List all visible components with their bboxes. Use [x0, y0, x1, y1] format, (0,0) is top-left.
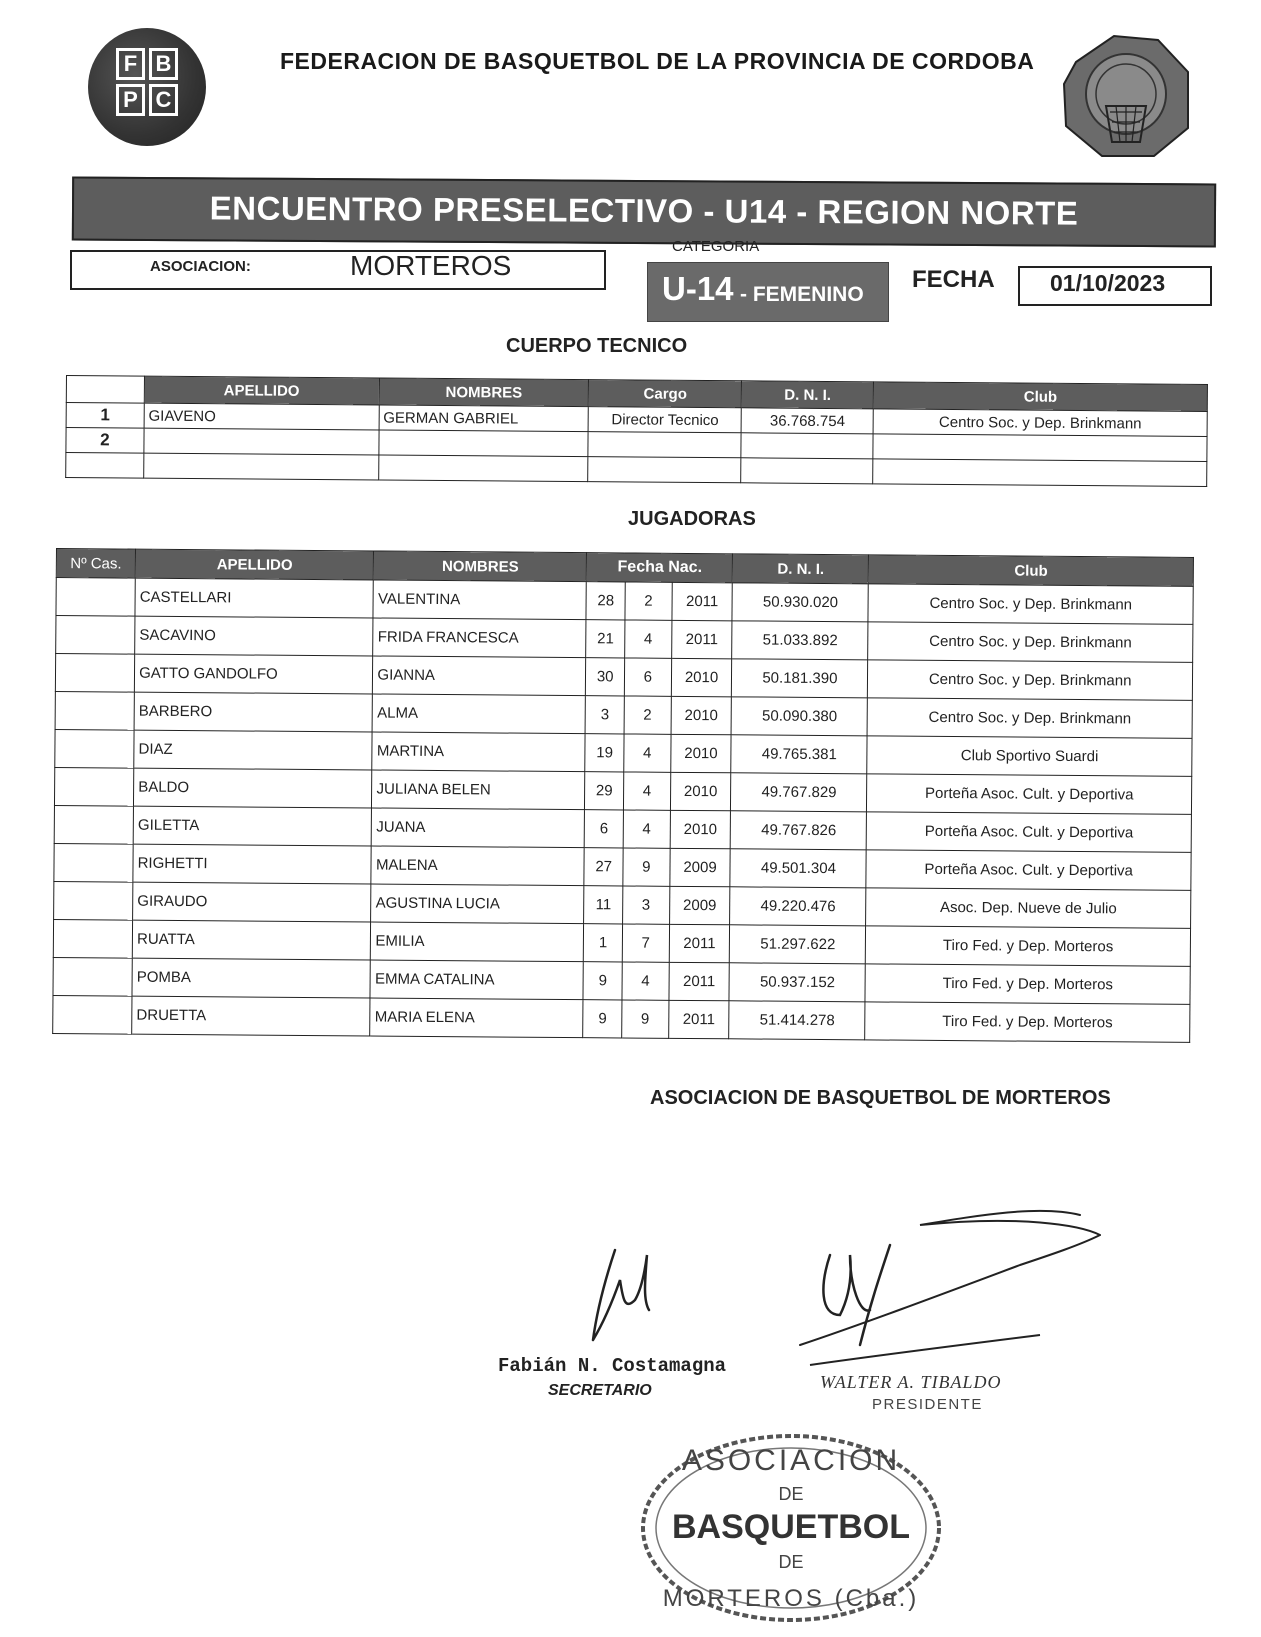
club-cell: Tiro Fed. y Dep. Morteros — [865, 1002, 1190, 1043]
nombres-cell: MARIA ELENA — [370, 998, 583, 1038]
nro-cas-cell — [53, 919, 132, 958]
secretary-role: SECRETARIO — [548, 1382, 652, 1399]
apellido-cell: CASTELLARI — [135, 578, 374, 618]
column-header: NOMBRES — [374, 551, 587, 582]
nro-cas-cell — [53, 995, 132, 1034]
dni-cell — [741, 433, 873, 459]
nro-cas-cell — [56, 616, 135, 655]
club-cell: Tiro Fed. y Dep. Morteros — [866, 926, 1191, 967]
column-header: D. N. I. — [733, 554, 869, 584]
logo-letter: C — [149, 84, 178, 116]
nro-cas-cell — [55, 729, 134, 768]
nombres-cell — [378, 455, 588, 482]
event-title: ENCUENTRO PRESELECTIVO - U14 - REGION NORTE — [209, 189, 1079, 232]
stamp-line: ASOCIACION — [681, 1444, 901, 1477]
nro-cas-cell — [54, 843, 133, 882]
dni-cell: 51.297.622 — [730, 925, 866, 964]
apellido-cell: GIAVENO — [144, 403, 379, 430]
birth-year-cell: 2011 — [669, 924, 730, 962]
table-row — [53, 995, 1190, 1042]
club-cell: Centro Soc. y Dep. Brinkmann — [868, 660, 1193, 701]
birth-year-cell: 2011 — [672, 582, 733, 620]
apellido-cell: RIGHETTI — [133, 844, 372, 884]
row-number: 2 — [66, 428, 144, 454]
apellido-cell: DRUETTA — [132, 996, 371, 1036]
nombres-cell: JULIANA BELEN — [372, 770, 585, 810]
column-header: APELLIDO — [144, 376, 379, 405]
association-footer: ASOCIACION DE BASQUETBOL DE MORTEROS — [650, 1087, 1111, 1109]
birth-year-cell: 2010 — [671, 696, 732, 734]
apellido-cell: GIRAUDO — [133, 882, 372, 922]
birth-day-cell: 19 — [585, 734, 624, 772]
birth-day-cell: 27 — [584, 848, 623, 886]
birth-day-cell: 30 — [586, 658, 625, 696]
birth-day-cell: 9 — [583, 1000, 622, 1038]
event-title-banner — [72, 177, 1216, 248]
column-header: Club — [869, 555, 1194, 587]
cargo-cell: Director Tecnico — [588, 407, 741, 433]
club-cell: Porteña Asoc. Cult. y Deportiva — [867, 774, 1192, 815]
column-header: D. N. I. — [742, 381, 874, 409]
dni-cell: 50.090.380 — [732, 697, 868, 736]
birth-month-cell: 3 — [623, 886, 670, 924]
jugadoras-table — [52, 548, 1194, 1043]
dni-cell: 36.768.754 — [741, 408, 873, 434]
apellido-cell: SACAVINO — [135, 616, 374, 656]
dni-cell: 51.033.892 — [732, 621, 868, 660]
nro-cas-cell — [54, 805, 133, 844]
cuerpo-tecnico-table — [65, 375, 1208, 487]
dni-cell — [741, 458, 873, 484]
club-cell: Centro Soc. y Dep. Brinkmann — [867, 698, 1192, 739]
birth-day-cell: 1 — [584, 924, 623, 962]
nombres-cell: MALENA — [371, 846, 584, 886]
nombres-cell — [378, 430, 588, 457]
categoria-level: U-14 — [662, 270, 734, 307]
nombres-cell: EMMA CATALINA — [370, 960, 583, 1000]
birth-day-cell: 3 — [585, 696, 624, 734]
birth-year-cell: 2010 — [670, 810, 731, 848]
nombres-cell: GIANNA — [373, 656, 586, 696]
row-number — [66, 453, 144, 479]
club-cell — [873, 434, 1207, 462]
nombres-cell: AGUSTINA LUCIA — [371, 884, 584, 924]
cargo-cell — [588, 432, 741, 458]
nro-cas-cell — [54, 881, 133, 920]
dni-cell: 50.181.390 — [732, 659, 868, 698]
asociacion-label: ASOCIACION: — [150, 258, 251, 275]
club-cell: Centro Soc. y Dep. Brinkmann — [868, 622, 1193, 663]
birth-year-cell: 2011 — [669, 962, 730, 1000]
column-header: Club — [873, 382, 1207, 412]
apellido-cell: BALDO — [134, 768, 373, 808]
stamp-line: DE — [778, 1484, 804, 1504]
row-number: 1 — [66, 403, 144, 429]
apellido-cell: GATTO GANDOLFO — [134, 654, 373, 694]
fecha-label: FECHA — [912, 266, 995, 293]
birth-month-cell: 2 — [625, 582, 672, 620]
dni-cell: 49.767.829 — [731, 773, 867, 812]
logo-letter: B — [149, 48, 178, 80]
column-header: Fecha Nac. — [587, 553, 733, 583]
birth-month-cell: 2 — [624, 696, 671, 734]
logo-letter: P — [116, 84, 145, 116]
stamp-line: BASQUETBOL — [672, 1508, 910, 1546]
stamp-line: MORTEROS (Cba.) — [662, 1585, 920, 1612]
nombres-cell: JUANA — [372, 808, 585, 848]
nombres-cell: GERMAN GABRIEL — [379, 405, 589, 432]
column-header — [66, 376, 144, 404]
stamp-line: DE — [778, 1552, 804, 1572]
birth-day-cell: 21 — [586, 620, 625, 658]
nombres-cell: VALENTINA — [373, 580, 586, 620]
apellido-cell — [144, 428, 379, 455]
birth-day-cell: 28 — [586, 582, 625, 620]
birth-year-cell: 2011 — [671, 620, 732, 658]
birth-month-cell: 7 — [622, 924, 669, 962]
dni-cell: 49.501.304 — [730, 849, 866, 888]
basketball-association-seal-icon — [1058, 32, 1194, 160]
apellido-cell: DIAZ — [134, 730, 373, 770]
column-header: NOMBRES — [379, 378, 589, 407]
nro-cas-cell — [55, 654, 134, 693]
president-signature-icon — [780, 1195, 1110, 1395]
apellido-cell: GILETTA — [133, 806, 372, 846]
column-header: APELLIDO — [135, 549, 374, 580]
apellido-cell: POMBA — [132, 958, 371, 998]
club-cell: Centro Soc. y Dep. Brinkmann — [868, 584, 1193, 625]
nro-cas-cell — [55, 691, 134, 730]
cargo-cell — [588, 457, 741, 483]
apellido-cell — [144, 453, 379, 480]
asociacion-value: MORTEROS — [350, 250, 512, 281]
cuerpo-tecnico-title: CUERPO TECNICO — [506, 335, 688, 357]
birth-month-cell: 4 — [625, 620, 672, 658]
dni-cell: 50.937.152 — [729, 963, 865, 1002]
club-cell: Centro Soc. y Dep. Brinkmann — [873, 409, 1207, 437]
birth-month-cell: 9 — [623, 848, 670, 886]
nombres-cell: ALMA — [373, 694, 586, 734]
categoria-gender: - FEMENINO — [740, 283, 864, 306]
birth-month-cell: 4 — [622, 962, 669, 1000]
secretary-name: Fabián N. Costamagna — [498, 1355, 727, 1377]
column-header: Nº Cas. — [56, 549, 135, 579]
birth-year-cell: 2010 — [670, 772, 731, 810]
federation-title: FEDERACION DE BASQUETBOL DE LA PROVINCIA DE CORDOBA — [280, 48, 1035, 74]
secretary-signature-icon — [575, 1240, 685, 1360]
club-cell: Tiro Fed. y Dep. Morteros — [865, 964, 1190, 1005]
birth-year-cell: 2011 — [668, 1000, 729, 1038]
association-stamp-icon — [636, 1428, 946, 1628]
club-cell: Asoc. Dep. Nueve de Julio — [866, 888, 1191, 929]
nombres-cell: FRIDA FRANCESCA — [373, 618, 586, 658]
dni-cell: 49.220.476 — [730, 887, 866, 926]
birth-day-cell: 29 — [585, 772, 624, 810]
birth-day-cell: 6 — [585, 810, 624, 848]
fbpc-logo — [88, 28, 206, 146]
birth-year-cell: 2009 — [669, 848, 730, 886]
dni-cell: 50.930.020 — [732, 583, 868, 622]
birth-day-cell: 9 — [583, 962, 622, 1000]
dni-cell: 49.765.381 — [731, 735, 867, 774]
birth-year-cell: 2010 — [670, 734, 731, 772]
club-cell: Club Sportivo Suardi — [867, 736, 1192, 777]
birth-month-cell: 4 — [624, 734, 671, 772]
birth-year-cell: 2010 — [671, 658, 732, 696]
birth-month-cell: 6 — [624, 658, 671, 696]
club-cell: Porteña Asoc. Cult. y Deportiva — [866, 850, 1191, 891]
birth-month-cell: 9 — [622, 1000, 669, 1038]
dni-cell: 51.414.278 — [729, 1001, 865, 1040]
birth-month-cell: 4 — [623, 772, 670, 810]
club-cell: Porteña Asoc. Cult. y Deportiva — [867, 812, 1192, 853]
fecha-value: 01/10/2023 — [1050, 270, 1166, 296]
dni-cell: 49.767.826 — [731, 811, 867, 850]
logo-letter: F — [116, 48, 145, 80]
jugadoras-title: JUGADORAS — [628, 508, 756, 530]
club-cell — [873, 459, 1207, 487]
birth-month-cell: 4 — [623, 810, 670, 848]
column-header: Cargo — [589, 380, 742, 408]
president-role: PRESIDENTE — [872, 1396, 983, 1413]
nro-cas-cell — [53, 957, 132, 996]
categoria-label: CATEGORIA — [672, 238, 760, 255]
birth-day-cell: 11 — [584, 886, 623, 924]
nro-cas-cell — [54, 767, 133, 806]
birth-year-cell: 2009 — [669, 886, 730, 924]
apellido-cell: RUATTA — [132, 920, 371, 960]
president-name: WALTER A. TIBALDO — [820, 1372, 1002, 1392]
apellido-cell: BARBERO — [134, 692, 373, 732]
nro-cas-cell — [56, 578, 135, 617]
nombres-cell: EMILIA — [371, 922, 584, 962]
nombres-cell: MARTINA — [372, 732, 585, 772]
